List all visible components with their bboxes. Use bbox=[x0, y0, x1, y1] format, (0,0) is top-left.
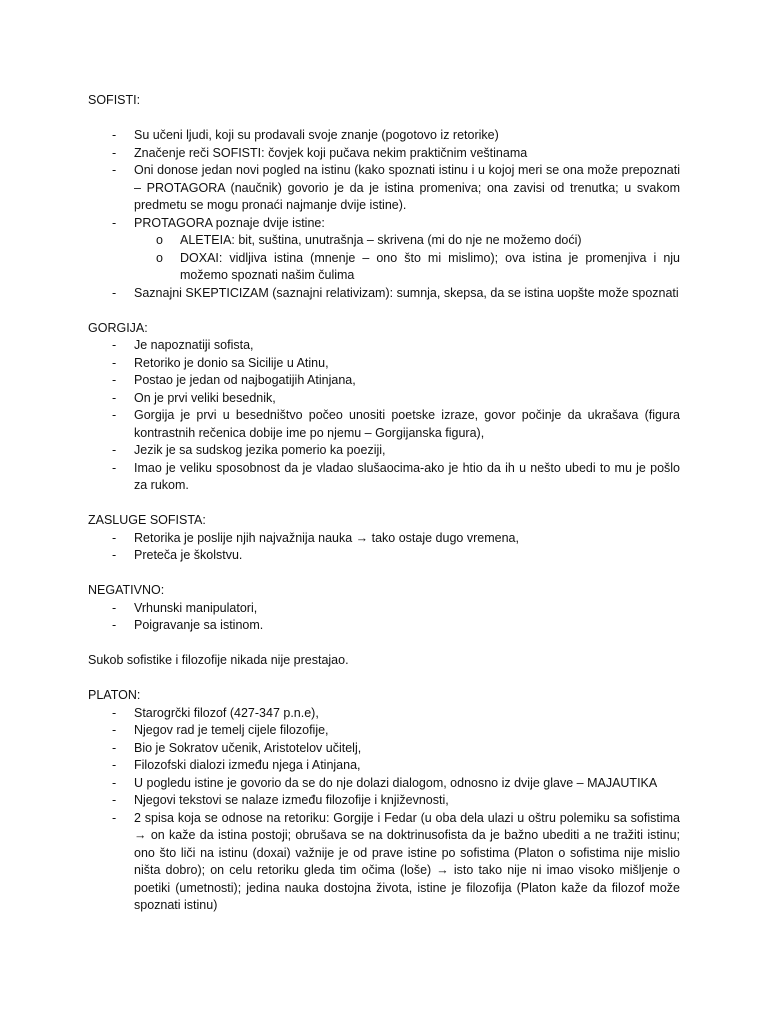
list-platon bbox=[88, 705, 680, 915]
document-page bbox=[88, 92, 680, 932]
circle-bullet-icon: o bbox=[156, 250, 163, 265]
list-item: - Jezik je sa sudskog jezika pomerio ka poeziji, bbox=[88, 442, 680, 460]
section-zasluge bbox=[88, 512, 680, 565]
list-item: - Značenje reči SOFISTI: čovjek koji pučava nekim praktičnim veštinama bbox=[88, 145, 680, 163]
list-gorgija bbox=[88, 337, 680, 495]
sub-list-item-text: DOXAI: vidljiva istina (mnenje – ono što mi mislimo); ova istina je promenjiva i nju možemo spoznati našim čulima bbox=[180, 250, 680, 282]
list-item: - Bio je Sokratov učenik, Aristotelov učitelj, bbox=[88, 740, 680, 758]
list-item: - Filozofski dialozi između njega i Atinjana, bbox=[88, 757, 680, 775]
paragraph-sukob: Sukob sofistike i filozofije nikada nije prestajao. bbox=[88, 653, 349, 667]
list-item bbox=[88, 215, 680, 285]
list-item: - Saznajni SKEPTICIZAM (saznajni relativizam): sumnja, skepsa, da se istina uopšte može spoznati bbox=[88, 285, 680, 303]
list-item: - Retorika je poslije njih najvažnija nauka → tako ostaje dugo vremena, bbox=[88, 530, 680, 548]
list-item: - Je napoznatiji sofista, bbox=[88, 337, 680, 355]
list-item: - Su učeni ljudi, koji su prodavali svoje znanje (pogotovo iz retorike) bbox=[88, 127, 680, 145]
sub-list-item bbox=[134, 250, 680, 285]
section-sofisti bbox=[88, 92, 680, 302]
heading-sofisti: SOFISTI: bbox=[88, 93, 141, 107]
section-gorgija bbox=[88, 320, 680, 495]
list-item: - Retoriko je donio sa Sicilije u Atinu, bbox=[88, 355, 680, 373]
heading-platon: PLATON: bbox=[88, 688, 141, 702]
sub-list-item bbox=[134, 232, 680, 250]
heading-negativno: NEGATIVNO: bbox=[88, 583, 165, 597]
list-item: - U pogledu istine je govorio da se do nje dolazi dialogom, odnosno iz dvije glave – MAJAUTIKA bbox=[88, 775, 680, 793]
section-platon bbox=[88, 687, 680, 915]
circle-bullet-icon: o bbox=[156, 233, 163, 247]
list-item: - Starogrčki filozof (427-347 p.n.e), bbox=[88, 705, 680, 723]
list-item-text: PROTAGORA poznaje dvije istine: bbox=[134, 215, 325, 230]
list-item: - Njegov rad je temelj cijele filozofije, bbox=[88, 722, 680, 740]
list-zasluge bbox=[88, 530, 680, 565]
list-negativno bbox=[88, 600, 680, 635]
list-item: - Gorgija je prvi u besedništvo počeo unositi poetske izraze, govor počinje da ukrašava (figura kontrastnih rečenica dobije ime po njemu – Gorgijanska figura), bbox=[88, 407, 680, 442]
sub-list-item-text: ALETEIA: bit, suština, unutrašnja – skrivena (mi do nje ne možemo doći) bbox=[180, 233, 582, 247]
list-sofisti bbox=[88, 127, 680, 302]
list-item: - Vrhunski manipulatori, bbox=[88, 600, 680, 618]
list-item: - On je prvi veliki besednik, bbox=[88, 390, 680, 408]
list-item: - Preteča je školstvu. bbox=[88, 547, 680, 565]
list-item: - Njegovi tekstovi se nalaze između filozofije i književnosti, bbox=[88, 792, 680, 810]
list-item: - Postao je jedan od najbogatijih Atinjana, bbox=[88, 372, 680, 390]
heading-zasluge: ZASLUGE SOFISTA: bbox=[88, 513, 206, 527]
section-negativno bbox=[88, 582, 680, 635]
list-item: - Oni donose jedan novi pogled na istinu (kako spoznati istinu i u kojoj meri se ona može prepoznati – PROTAGORA (naučnik) govorio je da je istina promeniva; ona zavisi od trenutka; u svakom predmetu se mogu pronaći najmanje dvije istine). bbox=[88, 162, 680, 215]
list-item: - 2 spisa koja se odnose na retoriku: Gorgije i Fedar (u oba dela ulazi u oštru polemiku sa sofistima → on kaže da istina postoji; obrušava se na doktrinusofista da je bažno ubediti a ne tražiti istinu; ono što liči na istinu (doxai) važnije je od prave istine po sofistima (Platon o sofistima nije mislio ništa dobro); on celu retoriku gleda tim očima (loše) → isto tako nije ni imao visoko mišljenje o poetiki (umetnosti); jedina nauka dostojna života, istine je filozofija (Platon kaže da filozof može spoznati istinu) bbox=[88, 810, 680, 915]
sublist-istine bbox=[134, 232, 680, 285]
list-item: - Imao je veliku sposobnost da je vladao slušaocima-ako je htio da ih u nešto ubedi to mu je pošlo za rukom. bbox=[88, 460, 680, 495]
heading-gorgija: GORGIJA: bbox=[88, 320, 148, 335]
list-item: - Poigravanje sa istinom. bbox=[88, 617, 680, 635]
